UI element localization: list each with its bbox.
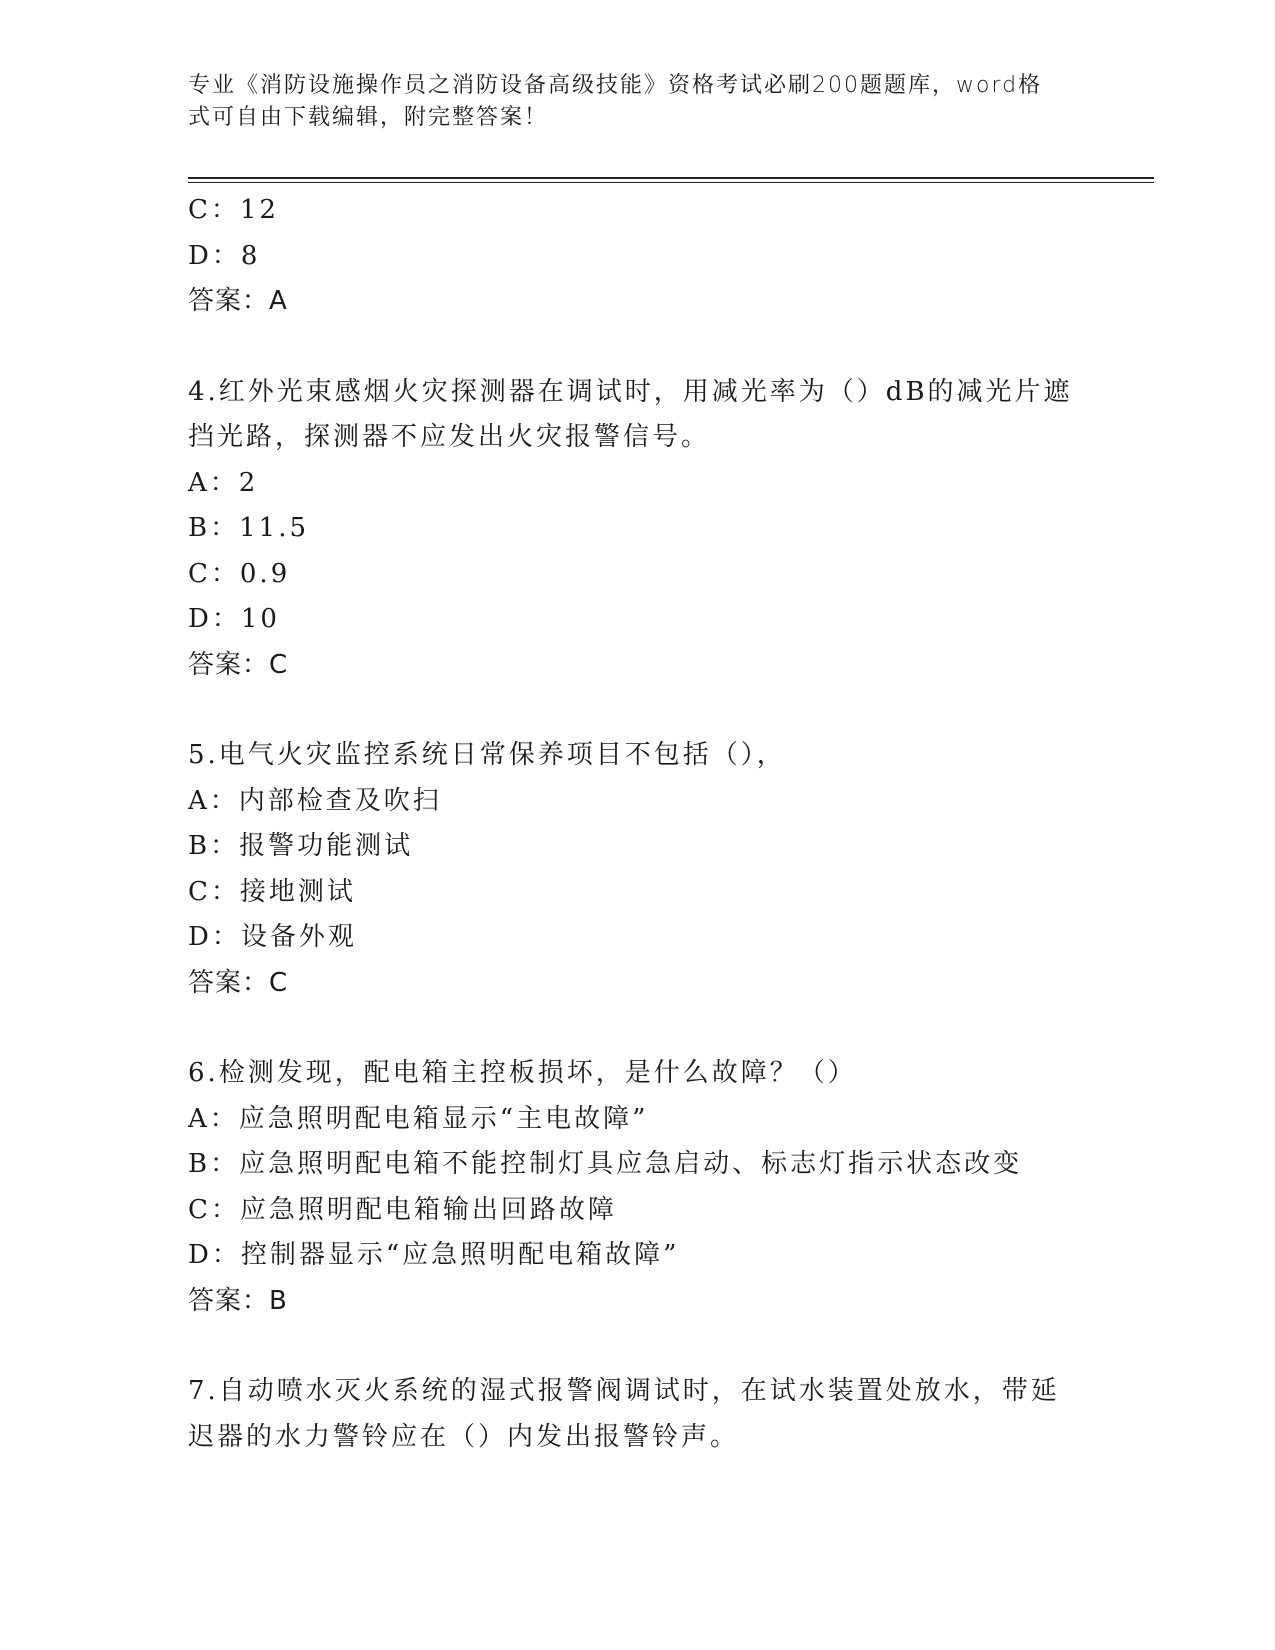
option-b: B：应急照明配电箱不能控制灯具应急启动、标志灯指示状态改变 bbox=[188, 1149, 1023, 1179]
option-b: B：报警功能测试 bbox=[188, 831, 414, 861]
spacer bbox=[188, 688, 1088, 733]
question-text-line-1: 6.检测发现，配电箱主控板损坏，是什么故障？（） bbox=[188, 1058, 857, 1088]
question-3 bbox=[188, 188, 1088, 325]
option-d: D：8 bbox=[188, 240, 261, 271]
spacer bbox=[188, 1006, 1088, 1051]
option-b: B：11.5 bbox=[188, 513, 309, 543]
question-5 bbox=[188, 733, 1088, 1006]
spacer bbox=[188, 325, 1088, 370]
header-divider-thick bbox=[188, 177, 1154, 179]
question-6 bbox=[188, 1051, 1088, 1324]
spacer bbox=[188, 1324, 1088, 1369]
question-text-line-1: 4.红外光束感烟火灾探测器在调试时，用减光率为（）dB的减光片遮 bbox=[188, 376, 1073, 407]
question-text-line-1: 7.自动喷水灭火系统的湿式报警阀调试时，在试水装置处放水，带延 bbox=[188, 1376, 1060, 1406]
option-a: A：2 bbox=[188, 467, 259, 498]
question-text-line-2: 迟器的水力警铃应在（）内发出报警铃声。 bbox=[188, 1421, 740, 1452]
option-c: C：接地测试 bbox=[188, 876, 356, 907]
option-d: D：控制器显示“应急照明配电箱故障” bbox=[188, 1240, 680, 1270]
answer: 答案：C bbox=[188, 649, 289, 680]
option-d: D：10 bbox=[188, 604, 280, 634]
answer: 答案：A bbox=[188, 286, 288, 316]
question-7 bbox=[188, 1369, 1088, 1460]
option-a: A：内部检查及吹扫 bbox=[188, 785, 442, 816]
document-header bbox=[188, 70, 1068, 134]
option-c: C：0.9 bbox=[188, 558, 291, 589]
header-line-2: 式可自由下载编辑，附完整答案！ bbox=[188, 105, 549, 130]
question-4 bbox=[188, 370, 1088, 689]
option-a: A：应急照明配电箱显示“主电故障” bbox=[188, 1103, 649, 1134]
question-text-line-1: 5.电气火灾监控系统日常保养项目不包括（）， bbox=[188, 740, 786, 770]
answer: 答案：B bbox=[188, 1285, 288, 1316]
answer: 答案：C bbox=[188, 967, 289, 998]
option-c: C：应急照明配电箱输出回路故障 bbox=[188, 1194, 617, 1225]
question-text-line-2: 挡光路，探测器不应发出火灾报警信号。 bbox=[188, 422, 711, 452]
header-line-1: 专业《消防设施操作员之消防设备高级技能》资格考试必刷200题题库，word格 bbox=[188, 73, 1043, 98]
header-divider-thin bbox=[188, 182, 1154, 183]
option-d: D：设备外观 bbox=[188, 922, 357, 952]
option-c: C：12 bbox=[188, 195, 279, 225]
question-list bbox=[188, 188, 1088, 1460]
